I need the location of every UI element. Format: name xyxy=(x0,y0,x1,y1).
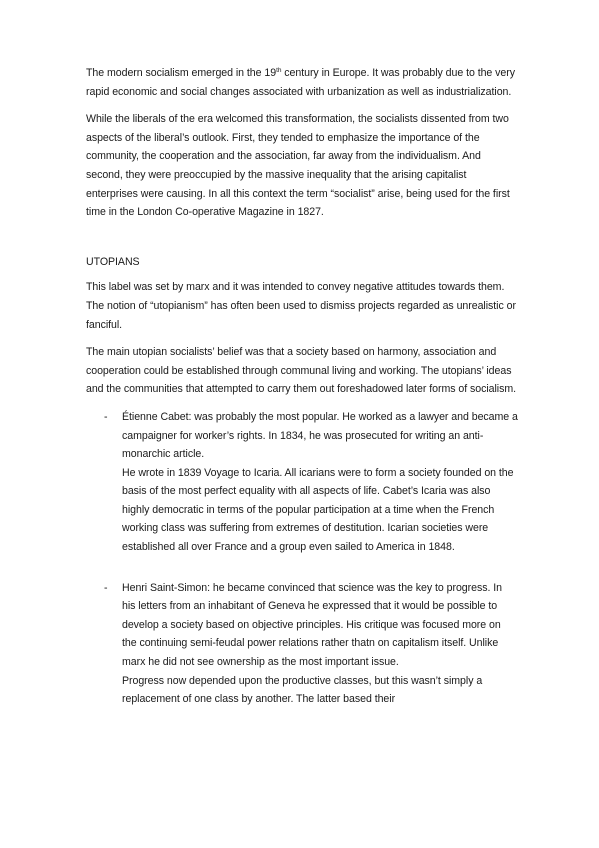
intro-paragraph-2: While the liberals of the era welcomed this transformation, the socialists dissented from two aspects of the liberal’s outlook. First, they tended to emphasize the importance of the community, the cooperation and the association, far away from the individualism. And second, they were preoccupied by the massive inequality that the arising capitalist enterprises were causing. In all this context the term “socialist” arise, being used for the first time in the London Co-operative Magazine in 1827. xyxy=(86,113,510,219)
utopians-list xyxy=(86,408,518,709)
utopians-paragraph-2: The main utopian socialists’ belief was that a society based on harmony, association and cooperation could be established through communal living and working. The utopians’ ideas and the communities that attempted to carry them out foreshadowed later forms of socialism. xyxy=(86,346,516,396)
list-item-saint-simon xyxy=(86,579,518,709)
list-item-cabet xyxy=(86,408,518,557)
cabet-text-2: He wrote in 1839 Voyage to Icaria. All icarians were to form a society founded on the basis of the most perfect equality with all aspects of life. Cabet’s Icaria was also highly democratic in terms of the popular participation at a time when the French working class was suffering from extremes of destitution. Icarian societies were established all over France and a group even sailed to America in 1848. xyxy=(122,466,514,554)
utopians-paragraph-1: This label was set by marx and it was intended to convey negative attitudes towards them. The notion of “utopianism” has often been used to dismiss projects regarded as unrealistic or fanciful. xyxy=(86,281,516,331)
ordinal-superscript: th xyxy=(276,67,282,74)
saint-simon-text-2: Progress now depended upon the productive classes, but this wasn’t simply a replacement of one class by another. The latter based their xyxy=(122,674,483,706)
intro-p1-text-after: century in Europe. It was probably due to the very rapid economic and social changes associated with urbanization as well as industrialization. xyxy=(86,67,515,98)
section-heading-utopians: UTOPIANS xyxy=(86,255,140,268)
section-spacer xyxy=(86,231,518,253)
intro-paragraph-1 xyxy=(86,64,518,101)
saint-simon-text-1: Henri Saint-Simon: he became convinced that science was the key to progress. In his letters from an inhabitant of Geneva he expressed that it would be possible to develop a society based on objective principles. His critique was focused more on the continuing semi-feudal power relations rather thatn on capitalism itself. Unlike marx he did not see ownership as the most important issue. xyxy=(122,581,502,669)
intro-p1-text-before: The modern socialism emerged in the 19 xyxy=(86,67,277,79)
dash-bullet: - xyxy=(104,410,108,423)
cabet-text-1: Étienne Cabet: was probably the most popular. He worked as a lawyer and became a campaigner for worker’s rights. In 1834, he was prosecuted for writing an anti-monarchic article. xyxy=(122,410,518,461)
list-gap xyxy=(86,557,518,579)
dash-bullet: - xyxy=(104,581,108,594)
document-body xyxy=(86,64,518,709)
